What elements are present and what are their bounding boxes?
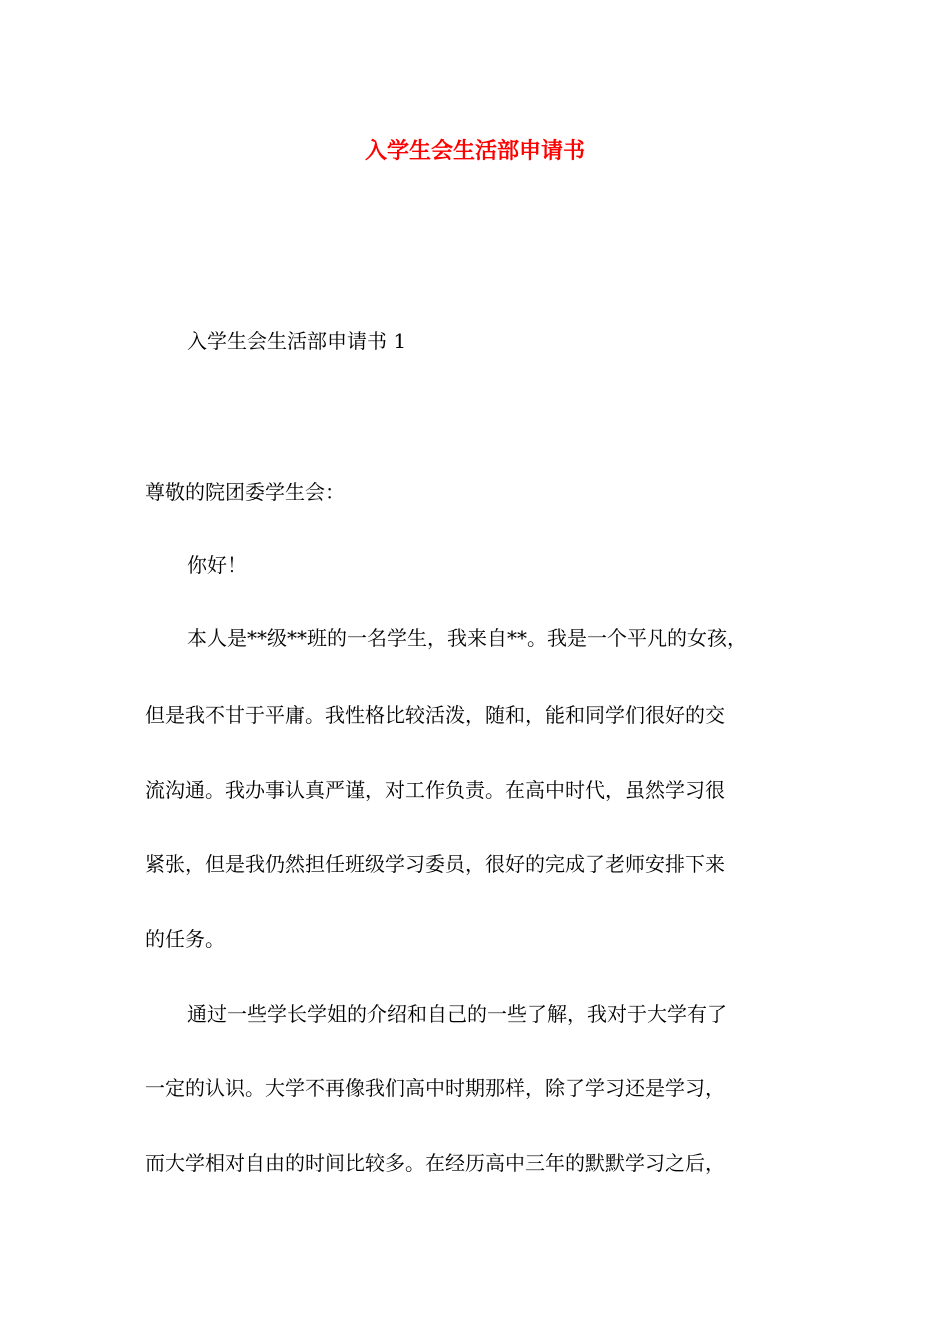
document-title: 入学生会生活部申请书 bbox=[364, 139, 585, 164]
paragraph-line: 但是我不甘于平庸。我性格比较活泼，随和，能和同学们很好的交 bbox=[145, 703, 725, 727]
paragraph-line: 的任务。 bbox=[145, 927, 225, 951]
paragraph-line: 一定的认识。大学不再像我们高中时期那样，除了学习还是学习， bbox=[145, 1076, 725, 1100]
paragraph-line: 本人是**级**班的一名学生，我来自**。我是一个平凡的女孩， bbox=[187, 626, 747, 650]
paragraph-line: 紧张，但是我仍然担任班级学习委员，很好的完成了老师安排下来 bbox=[145, 852, 725, 876]
greeting: 你好！ bbox=[187, 553, 247, 577]
paragraph-line: 通过一些学长学姐的介绍和自己的一些了解，我对于大学有了 bbox=[187, 1002, 727, 1026]
paragraph-line: 流沟通。我办事认真严谨，对工作负责。在高中时代，虽然学习很 bbox=[145, 778, 725, 802]
salutation: 尊敬的院团委学生会： bbox=[145, 480, 345, 504]
document-subtitle: 入学生会生活部申请书 1 bbox=[187, 329, 407, 353]
paragraph-line: 而大学相对自由的时间比较多。在经历高中三年的默默学习之后， bbox=[145, 1151, 725, 1175]
